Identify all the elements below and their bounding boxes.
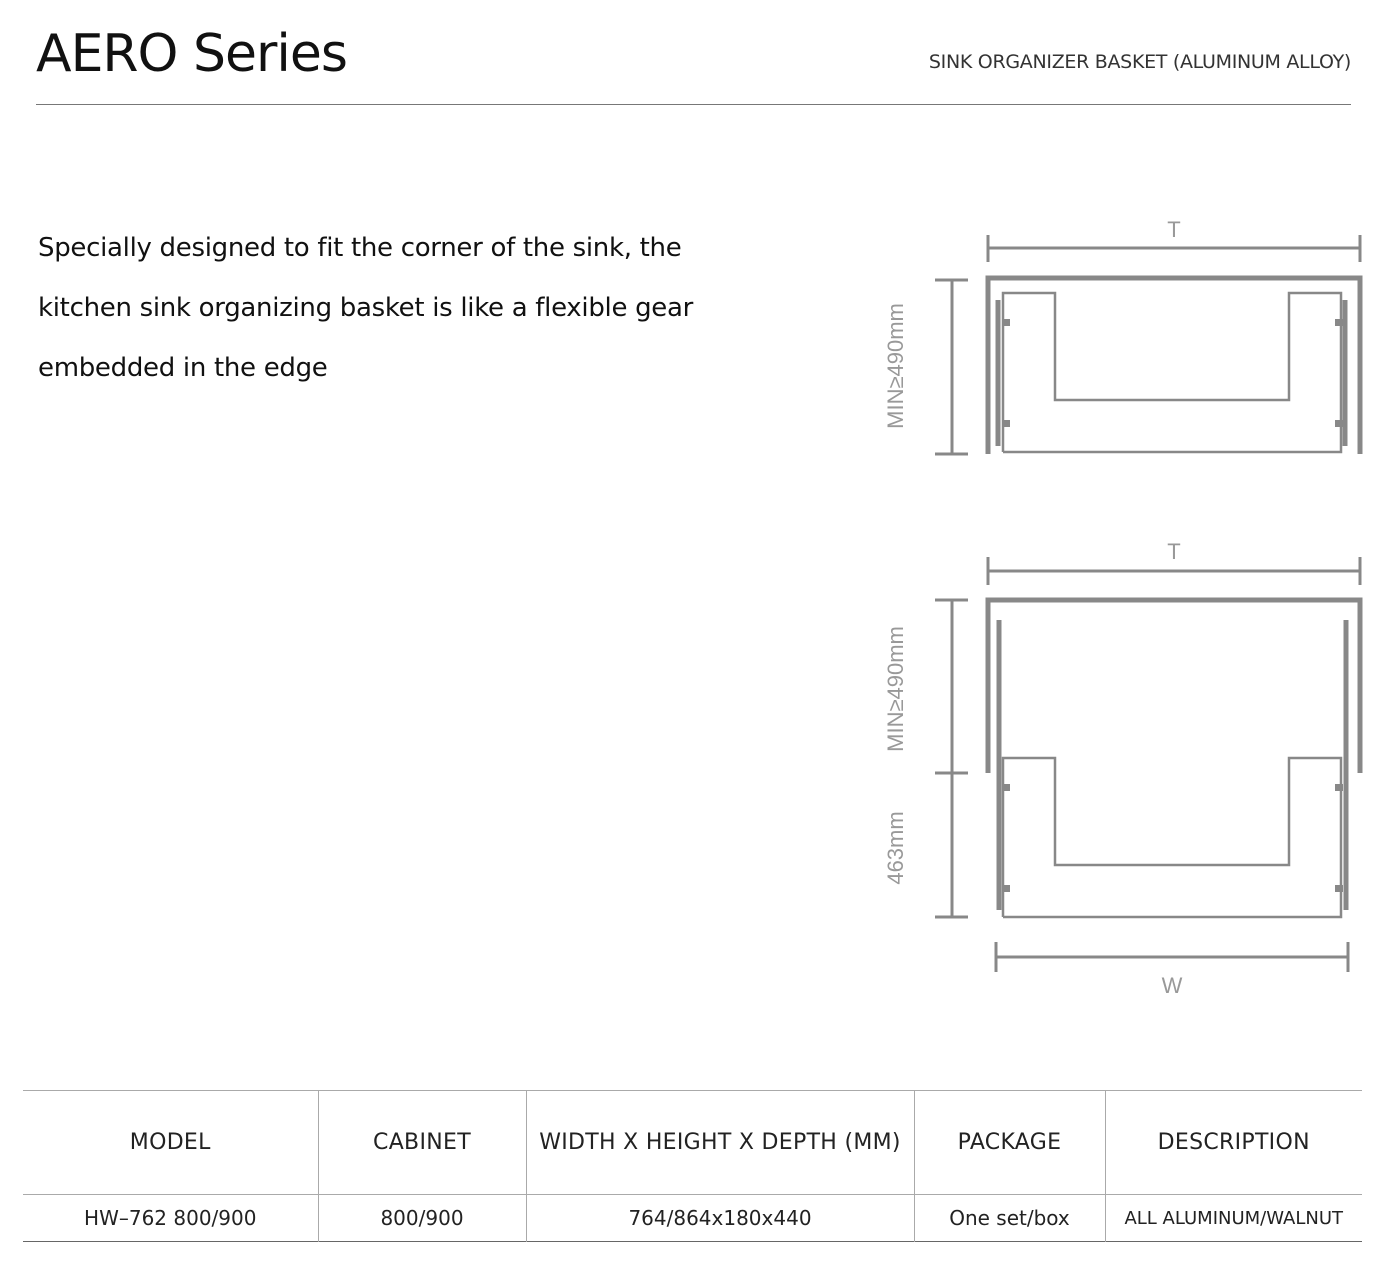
header-divider bbox=[36, 104, 1351, 105]
product-subtitle: SINK ORGANIZER BASKET (ALUMINUM ALLOY) bbox=[928, 51, 1351, 73]
top-height-dimension bbox=[935, 280, 968, 454]
header-dimensions: WIDTH X HEIGHT X DEPTH (MM) bbox=[526, 1091, 914, 1195]
specification-table bbox=[23, 1090, 1362, 1242]
top-side-rails bbox=[998, 300, 1345, 446]
bottom-rail-clips bbox=[1002, 784, 1343, 892]
basket-width-dimension bbox=[996, 942, 1348, 972]
bottom-cabinet-outline bbox=[988, 600, 1360, 773]
cell-cabinet: 800/900 bbox=[318, 1195, 526, 1242]
bottom-side-rails bbox=[999, 620, 1346, 910]
basket-width-label: W bbox=[1161, 973, 1183, 998]
header-package: PACKAGE bbox=[914, 1091, 1105, 1195]
top-basket-outline bbox=[1003, 293, 1341, 452]
top-cabinet-outline bbox=[988, 278, 1360, 454]
table-header-row bbox=[23, 1091, 1362, 1195]
header-model: MODEL bbox=[129, 1130, 211, 1155]
extension-height-label: 463mm bbox=[883, 811, 908, 885]
cell-dimensions: 764/864x180x440 bbox=[526, 1195, 914, 1242]
bottom-height-dimension bbox=[935, 600, 968, 917]
table-row bbox=[23, 1195, 1362, 1242]
top-height-label: MIN≥490mm bbox=[883, 303, 908, 429]
bottom-basket-outline bbox=[1003, 758, 1341, 917]
product-description: Specially designed to fit the corner of the sink, the kitchen sink organizing basket is like a flexible gear embedded in the edge bbox=[38, 233, 694, 383]
top-width-label: T bbox=[1167, 217, 1181, 242]
cell-model: HW–762 800/900 bbox=[84, 1206, 257, 1230]
header-description: DESCRIPTION bbox=[1105, 1091, 1362, 1195]
bottom-height-label: MIN≥490mm bbox=[883, 626, 908, 752]
bottom-width-label: T bbox=[1167, 539, 1181, 564]
series-title: AERO Series bbox=[36, 24, 347, 84]
cell-description: ALL ALUMINUM/WALNUT bbox=[1105, 1195, 1362, 1242]
dimension-drawing bbox=[870, 205, 1370, 1005]
header-cabinet: CABINET bbox=[318, 1091, 526, 1195]
top-rail-clips bbox=[1002, 319, 1343, 427]
cell-package: One set/box bbox=[914, 1195, 1105, 1242]
